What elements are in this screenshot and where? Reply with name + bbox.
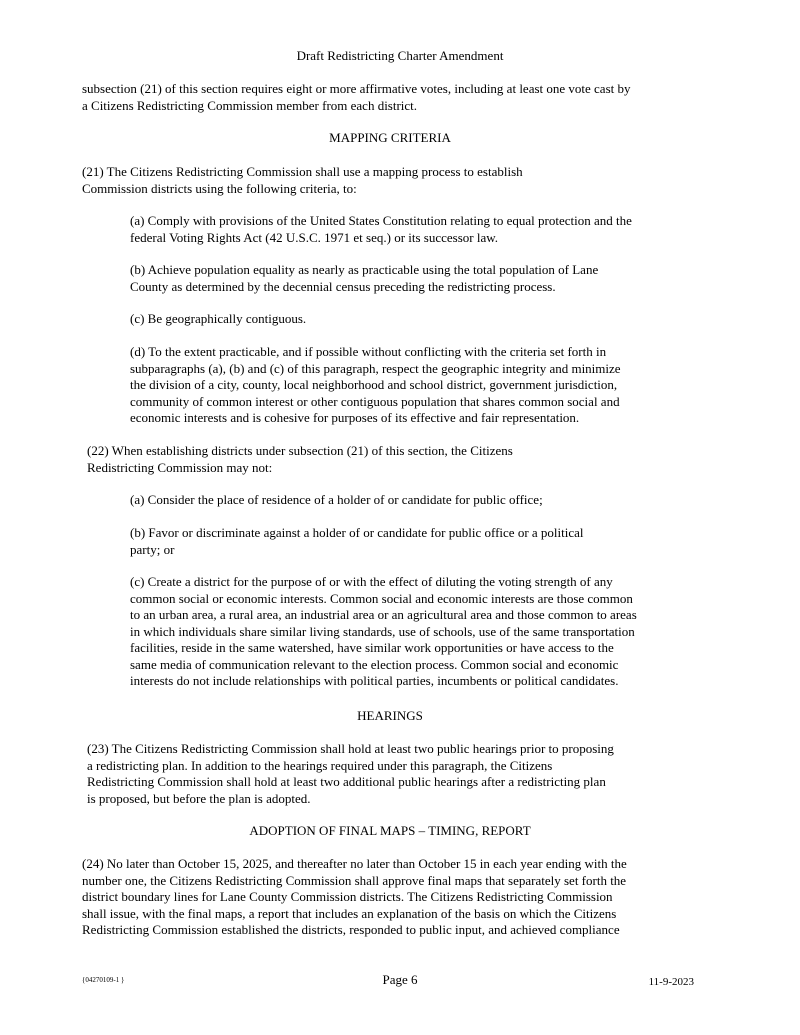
text-line: Redistricting Commission shall hold at least two additional public hearings after a redistricting plan [87,774,606,789]
text-line: interests do not include relationships with political parties, incumbents or political candidates. [130,673,619,688]
text-line: number one, the Citizens Redistricting Commission shall approve final maps that separately set forth the [82,872,627,888]
text-line: (22) When establishing districts under subsection (21) of this section, the Citizens [87,443,513,458]
footer-document-id: {04270109-1 } [82,976,125,984]
text-line: Redistricting Commission established the districts, responded to public input, and achieved compliance [82,922,620,937]
text-line: facilities, reside in the same watershed, have similar work opportunities or have access to the [130,640,614,655]
paragraph-24 [82,856,627,939]
text-line: a redistricting plan. In addition to the hearings required under this paragraph, the Citizens [87,757,553,773]
text-line: (d) To the extent practicable, and if possible without conflicting with the criteria set forth in [130,344,607,359]
section-heading-adoption: ADOPTION OF FINAL MAPS – TIMING, REPORT [249,823,531,838]
text-line: Redistricting Commission may not: [87,459,273,475]
text-line: federal Voting Rights Act (42 U.S.C. 1971 et seq.) or its successor law. [130,229,499,245]
paragraph-23 [87,741,614,807]
paragraph-22b [130,525,584,558]
text-line: (23) The Citizens Redistricting Commission shall hold at least two public hearings prior to proposing [87,741,614,756]
text-line: the division of a city, county, local neighborhood and school district, government jurisdiction, [130,377,618,392]
text-line: Commission districts using the following criteria, to: [82,180,357,196]
text-line: is proposed, but before the plan is adopted. [87,790,311,806]
text-line: subsection (21) of this section requires eight or more affirmative votes, including at least one vote cast by [82,81,631,96]
section-heading-mapping-criteria: MAPPING CRITERIA [329,130,451,145]
text-line: (a) Comply with provisions of the United States Constitution relating to equal protection and the [130,213,632,228]
text-line: community of common interest or other contiguous population that shares common social and [130,393,620,409]
text-line: economic interests and is cohesive for purposes of its effective and fair representation. [130,410,580,425]
text-line: a Citizens Redistricting Commission member from each district. [82,97,418,113]
text-line: (b) Favor or discriminate against a holder of or candidate for public office or a political [130,525,584,540]
section-heading-hearings: HEARINGS [357,708,423,723]
text-line: (a) Consider the place of residence of a holder of or candidate for public office; [130,492,543,507]
text-line: party; or [130,541,175,557]
footer-date: 11-9-2023 [648,976,694,988]
text-line: (24) No later than October 15, 2025, and thereafter no later than October 15 in each year ending with the [82,856,627,871]
paragraph-22c [130,574,637,690]
text-line: subparagraphs (a), (b) and (c) of this paragraph, respect the geographic integrity and minimize [130,360,621,376]
text-line: district boundary lines for Lane County Commission districts. The Citizens Redistricting Commission [82,889,613,904]
text-line: same media of communication relevant to the election process. Common social and economic [130,656,619,672]
text-line: to an urban area, a rural area, an industrial area or an agricultural area and those common to areas [130,607,637,622]
paragraph-21d [130,344,621,427]
text-line: common social or economic interests. Common social and economic interests are those common [130,590,633,606]
paragraph-21b [130,262,598,295]
paragraph-22a [130,492,543,509]
paragraph-21c [130,311,306,328]
text-line: (b) Achieve population equality as nearly as practicable using the total population of Lane [130,262,599,277]
paragraph-21a [130,213,632,246]
document-title: Draft Redistricting Charter Amendment [296,48,504,63]
intro-paragraph [82,81,631,114]
footer-page-number: Page 6 [382,972,418,987]
text-line: shall issue, with the final maps, a report that includes an explanation of the basis on which the Citizens [82,905,617,921]
text-line: County as determined by the decennial census preceding the redistricting process. [130,278,556,294]
paragraph-21 [82,164,523,197]
text-line: (c) Be geographically contiguous. [130,311,307,326]
text-line: (21) The Citizens Redistricting Commission shall use a mapping process to establish [82,164,523,179]
text-line: in which individuals share similar living standards, use of schools, use of the same transportation [130,623,635,639]
paragraph-22 [87,443,513,476]
text-line: (c) Create a district for the purpose of or with the effect of diluting the voting strength of any [130,574,613,589]
